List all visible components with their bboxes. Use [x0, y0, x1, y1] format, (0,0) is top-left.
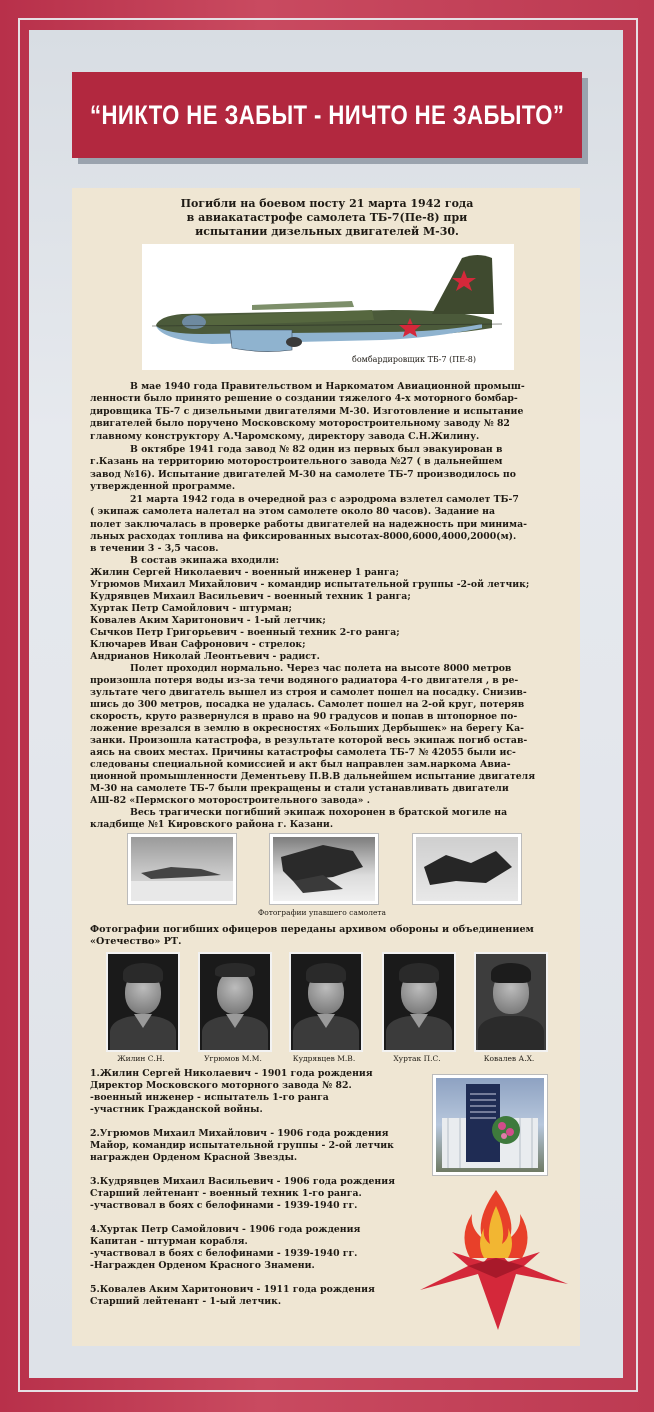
body-line: Весь трагически погибший экипаж похоронен в братской могиле на	[130, 807, 508, 818]
body-line: полет заключалась в проверке работы двигателей на надежность при минима-	[90, 519, 528, 530]
body-line: ционной промышленности Дементьеву П.В.В дальнейшем испытание двигателя	[90, 771, 536, 782]
body-line: утвержденной программе.	[90, 481, 236, 492]
page-title: “НИКТО НЕ ЗАБЫТ - НИЧТО НЕ ЗАБЫТО”	[89, 99, 565, 130]
body-line: Полет проходил нормально. Через час полета на высоте 8000 метров	[130, 663, 512, 674]
portrait-caption: Кудрявцев М.В.	[292, 1054, 356, 1063]
crew-line: Ковалев Аким Харитонович - 1-ый летчик;	[90, 615, 326, 626]
eternal-flame-star-icon	[416, 1178, 576, 1338]
bio-line: Капитан - штурман корабля.	[90, 1236, 248, 1247]
airplane-image	[142, 244, 514, 370]
bio-line: -участвовал в боях с белофинами - 1939-1940 гг.	[90, 1248, 358, 1259]
title-banner	[72, 72, 582, 158]
crew-line: Андрианов Николай Леонтьевич - радист.	[90, 651, 320, 662]
airplane-caption: бомбардировщик ТБ-7 (ПЕ-8)	[352, 355, 476, 364]
memorial-photo	[432, 1074, 548, 1176]
body-line: зультате чего двигатель вышел из строя и самолет пошел на посадку. Снизив-	[90, 687, 527, 698]
crew-line: Хуртак Петр Самойлович - штурман;	[90, 603, 292, 614]
header-line: Погибли на боевом посту 21 марта 1942 года	[180, 197, 474, 210]
body-line: завод №16). Испытание двигателей М-30 на самолете ТБ-7 производилось по	[90, 469, 516, 480]
body-line: дировщика ТБ-7 с дизельными двигателями М-30. Изготовление и испытание	[90, 406, 524, 417]
body-line: произошла потеря воды из-за течи водяного радиатора 4-го двигателя , в ре-	[90, 675, 519, 686]
body-line: В состав экипажа входили:	[130, 555, 280, 566]
bio-line: -участвовал в боях с белофинами - 1939-1940 гг.	[90, 1200, 358, 1211]
body-line: следованы специальной комиссией и акт был направлен зам.наркома Авиа-	[90, 759, 511, 770]
bio-line: -Награжден Орденом Красного Знамени.	[90, 1260, 315, 1271]
portrait-caption: Хуртак П.С.	[393, 1054, 441, 1063]
header-line: испытании дизельных двигателей М-30.	[195, 225, 459, 238]
airplane-illustration	[142, 244, 514, 370]
crash-photo	[269, 833, 379, 905]
body-line: льных расходах топлива на фиксированных высотах-8000,6000,4000,2000(м).	[90, 531, 517, 542]
archive-note-line: «Отечество» РТ.	[90, 936, 182, 947]
archive-note-line: Фотографии погибших офицеров переданы архивом обороны и объединением	[90, 924, 534, 935]
bio-line: Директор Московского моторного завода № 82.	[90, 1080, 352, 1091]
body-line: скорость, круто развернулся в право на 90 градусов и попав в штопорное по-	[90, 711, 518, 722]
bio-line: Старший лейтенант - 1-ый летчик.	[90, 1296, 282, 1307]
body-line: М-30 на самолете ТБ-7 были прекращены и стали устанавливать двигатели	[90, 783, 509, 794]
crew-line: Угрюмов Михаил Михайлович - командир испытательной группы -2-ой летчик;	[90, 579, 530, 590]
content-panel	[72, 188, 580, 1346]
body-line: главному конструктору А.Чаромскому, директору завода С.Н.Жилину.	[90, 431, 480, 442]
bio-line: -участник Гражданской войны.	[90, 1104, 263, 1115]
body-line: в течении 3 - 3,5 часов.	[90, 543, 219, 554]
body-line: аясь на своих местах. Причины катастрофы самолета ТБ-7 № 42055 были ис-	[90, 747, 516, 758]
portrait-photo	[289, 952, 363, 1052]
body-line: ( экипаж самолета налетал на этом самолете около 80 часов). Задание на	[90, 506, 495, 517]
bio-line: Майор, командир испытательной группы - 2-ой летчик	[90, 1140, 394, 1151]
body-line: АШ-82 «Пермского моторостроительного завода» .	[90, 795, 370, 806]
body-line: В октябре 1941 года завод № 82 один из первых был эвакуирован в	[130, 444, 503, 455]
bio-line: 5.Ковалев Аким Харитонович - 1911 года рождения	[90, 1284, 375, 1295]
portrait-caption: Ковалев А.Х.	[483, 1054, 535, 1063]
bio-line: 1.Жилин Сергей Николаевич - 1901 года рождения	[90, 1068, 373, 1079]
body-line: шись до 300 метров, посадка не удалась. Самолет пошел на 2-ой круг, потеряв	[90, 699, 525, 710]
header-line: в авиакатастрофе самолета ТБ-7(Пе-8) при	[186, 211, 468, 224]
crew-line: Ключарев Иван Сафронович - стрелок;	[90, 639, 306, 650]
crew-line: Жилин Сергей Николаевич - военный инженер 1 ранга;	[90, 567, 400, 578]
crew-line: Кудрявцев Михаил Васильевич - военный техник 1 ранга;	[90, 591, 411, 602]
portrait-photo	[382, 952, 456, 1052]
portrait-caption: Жилин С.Н.	[117, 1054, 165, 1063]
portrait-photo	[474, 952, 548, 1052]
crash-photo	[412, 833, 522, 905]
body-line: кладбище №1 Кировского района г. Казани.	[90, 819, 334, 830]
bio-line: 2.Угрюмов Михаил Михайлович - 1906 года рождения	[90, 1128, 389, 1139]
crash-photo	[127, 833, 237, 905]
body-line: занки. Произошла катастрофа, в результате которой весь экипаж погиб остав-	[90, 735, 528, 746]
header-text	[152, 197, 502, 239]
portrait-photo	[198, 952, 272, 1052]
body-line: двигателей было поручено Московскому моторостроительному заводу № 82	[90, 418, 510, 429]
body-line: ложение врезался в землю в окресностях «Больших Дербышек» на берегу Ка-	[90, 723, 524, 734]
body-line: ленности было принято решение о создании тяжелого 4-х моторного бомбар-	[90, 393, 518, 404]
bio-line: -военный инженер - испытатель 1-го ранга	[90, 1092, 329, 1103]
body-line: В мае 1940 года Правительством и Наркоматом Авиационной промыш-	[130, 381, 525, 392]
crash-photos-caption: Фотографии упавшего самолета	[257, 908, 387, 917]
portrait-photo	[106, 952, 180, 1052]
body-line: 21 марта 1942 года в очередной раз с аэродрома взлетел самолет ТБ-7	[130, 494, 519, 505]
crew-line: Сычков Петр Григорьевич - военный техник 2-го ранга;	[90, 627, 400, 638]
body-line: г.Казань на территорию моторостроительного завода №27 ( в дальнейшем	[90, 456, 503, 467]
portrait-caption: Угрюмов М.М.	[204, 1054, 262, 1063]
bio-line: 3.Кудрявцев Михаил Васильевич - 1906 года рождения	[90, 1176, 396, 1187]
bio-line: 4.Хуртак Петр Самойлович - 1906 года рождения	[90, 1224, 361, 1235]
bio-line: награжден Орденом Красной Звезды.	[90, 1152, 298, 1163]
bio-line: Старший лейтенант - военный техник 1-го ранга.	[90, 1188, 362, 1199]
